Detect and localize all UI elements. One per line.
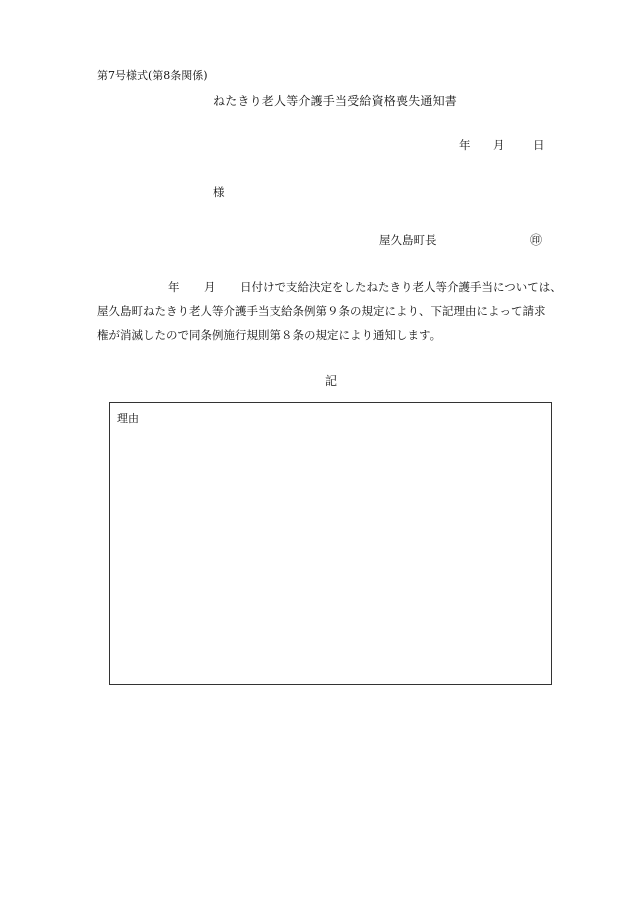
body-year-label: 年 (168, 280, 180, 294)
reason-label: 理由 (117, 412, 139, 425)
body-line-1 (97, 275, 567, 299)
body-line-1-text: 日付けで支給決定をしたねたきり老人等介護手当については、 (240, 280, 562, 294)
date-line (459, 137, 545, 153)
ki-heading: 記 (325, 374, 338, 388)
body-text (97, 275, 567, 347)
sender-line (379, 231, 542, 248)
reason-box (109, 402, 552, 685)
addressee-suffix: 様 (213, 185, 225, 199)
body-line-3: 権が消滅したので同条例施行規則第８条の規定により通知します。 (97, 328, 442, 342)
document-title: ねたきり老人等介護手当受給資格喪失通知書 (213, 94, 458, 108)
sender-title: 屋久島町長 (379, 233, 437, 247)
date-month-label: 月 (493, 138, 505, 152)
body-line-2: 屋久島町ねたきり老人等介護手当支給条例第９条の規定により、下記理由によって請求 (97, 304, 546, 318)
form-number: 第7号様式(第8条関係) (97, 69, 208, 82)
seal-mark-icon: ㊞ (530, 233, 543, 247)
body-month-label: 月 (204, 280, 216, 294)
date-year-label: 年 (459, 138, 471, 152)
date-day-label: 日 (533, 138, 545, 152)
